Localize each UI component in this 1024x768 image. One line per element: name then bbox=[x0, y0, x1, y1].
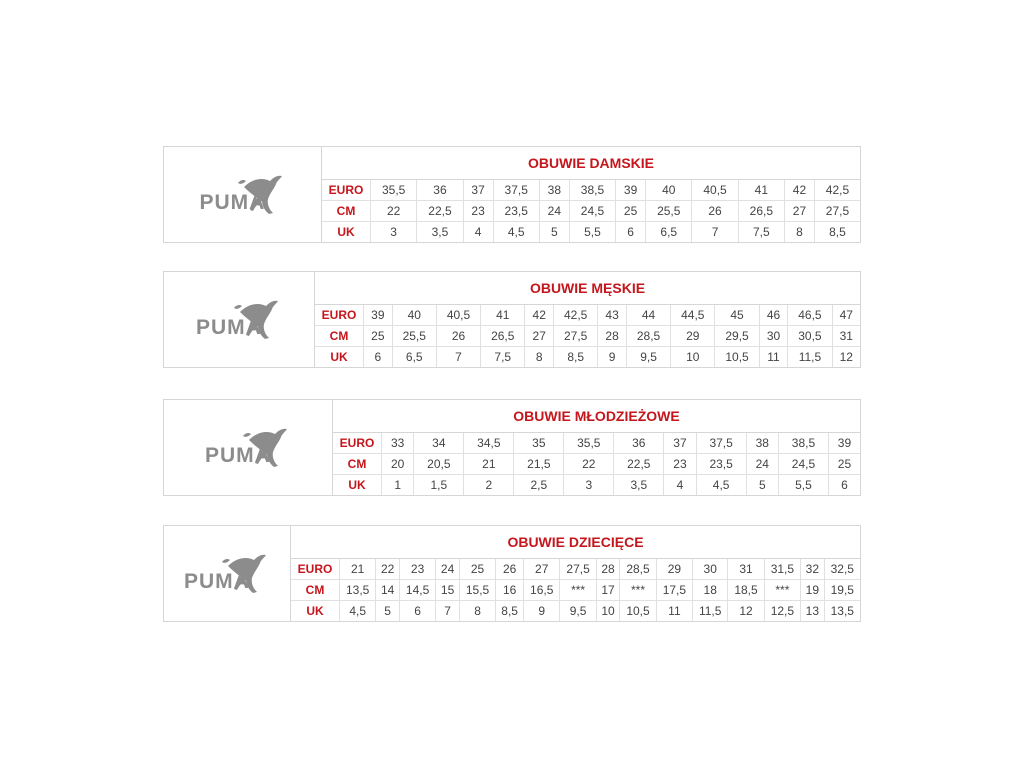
puma-logo bbox=[205, 426, 291, 470]
size-cell: 23 bbox=[664, 454, 696, 475]
size-cell: 12 bbox=[728, 601, 764, 622]
size-cell: 26 bbox=[436, 326, 480, 347]
size-cell: 7 bbox=[436, 601, 460, 622]
size-cell: 25 bbox=[459, 559, 495, 580]
size-cell: 44 bbox=[626, 305, 670, 326]
size-cell: 21 bbox=[340, 559, 376, 580]
size-cell: 20 bbox=[382, 454, 414, 475]
size-cell: 23,5 bbox=[493, 201, 539, 222]
size-cell: 5 bbox=[376, 601, 400, 622]
puma-logo bbox=[200, 173, 286, 217]
size-cell: 22 bbox=[564, 454, 614, 475]
logo-cell bbox=[164, 400, 333, 495]
size-cell: 32 bbox=[801, 559, 825, 580]
size-cell: 31 bbox=[728, 559, 764, 580]
size-cell: 34 bbox=[414, 433, 464, 454]
logo-cell bbox=[164, 147, 322, 242]
size-chart bbox=[163, 525, 861, 622]
size-cell: 6 bbox=[828, 475, 860, 496]
size-cell: *** bbox=[620, 580, 656, 601]
size-cell: 36 bbox=[417, 180, 463, 201]
size-row-cm bbox=[333, 454, 860, 475]
size-cell: 8 bbox=[459, 601, 495, 622]
size-cell: 28 bbox=[598, 326, 627, 347]
size-cell: 37 bbox=[463, 180, 493, 201]
size-cell: 28,5 bbox=[620, 559, 656, 580]
size-cell: 42,5 bbox=[554, 305, 598, 326]
size-cell: 37 bbox=[664, 433, 696, 454]
puma-logo-text: PUMA bbox=[205, 443, 271, 467]
size-cell: 6,5 bbox=[392, 347, 436, 368]
size-cell: 44,5 bbox=[671, 305, 715, 326]
size-cell: 25 bbox=[828, 454, 860, 475]
size-cell: 25 bbox=[616, 201, 646, 222]
size-cell: 9,5 bbox=[560, 601, 596, 622]
puma-logo-text: PUMA bbox=[196, 315, 262, 339]
size-cell: 40,5 bbox=[436, 305, 480, 326]
size-cell: 8,5 bbox=[496, 601, 524, 622]
size-cell: 34,5 bbox=[464, 433, 514, 454]
size-cell: 20,5 bbox=[414, 454, 464, 475]
size-cell: 11 bbox=[656, 601, 692, 622]
size-cell: 10,5 bbox=[715, 347, 759, 368]
logo-cell bbox=[164, 526, 291, 621]
size-row-cm bbox=[315, 326, 860, 347]
size-cell: 12 bbox=[832, 347, 860, 368]
size-cell: 24 bbox=[436, 559, 460, 580]
size-cell: 29 bbox=[656, 559, 692, 580]
size-cell: 22 bbox=[371, 201, 417, 222]
size-cell: 24 bbox=[746, 454, 778, 475]
size-cell: 45 bbox=[715, 305, 759, 326]
size-cell: 22 bbox=[376, 559, 400, 580]
size-chart bbox=[163, 146, 861, 243]
size-cell: 30 bbox=[759, 326, 788, 347]
size-cell: 7 bbox=[692, 222, 738, 243]
size-cell: 13,5 bbox=[340, 580, 376, 601]
size-cell: 6 bbox=[399, 601, 435, 622]
size-cell: 5 bbox=[746, 475, 778, 496]
size-cell: 36 bbox=[614, 433, 664, 454]
size-cell: 4,5 bbox=[340, 601, 376, 622]
size-cell: 38,5 bbox=[778, 433, 828, 454]
size-cell: 4 bbox=[664, 475, 696, 496]
row-label: EURO bbox=[291, 559, 340, 580]
row-label: EURO bbox=[322, 180, 371, 201]
size-cell: 15,5 bbox=[459, 580, 495, 601]
size-cell: 40 bbox=[392, 305, 436, 326]
puma-logo-text: PUMA bbox=[199, 190, 266, 214]
chart-title: OBUWIE MŁODZIEŻOWE bbox=[333, 400, 860, 433]
logo-cell bbox=[164, 272, 315, 367]
size-cell: 2 bbox=[464, 475, 514, 496]
size-cell: 16 bbox=[496, 580, 524, 601]
row-label: CM bbox=[322, 201, 371, 222]
size-row-euro bbox=[315, 305, 860, 326]
size-cell: 5,5 bbox=[778, 475, 828, 496]
size-cell: 6,5 bbox=[646, 222, 692, 243]
size-cell: 8,5 bbox=[814, 222, 860, 243]
size-cell: 42 bbox=[525, 305, 554, 326]
size-cell: 25,5 bbox=[392, 326, 436, 347]
size-table bbox=[291, 559, 860, 621]
size-cell: 15 bbox=[436, 580, 460, 601]
puma-logo bbox=[196, 298, 282, 342]
size-cell: *** bbox=[560, 580, 596, 601]
row-label: UK bbox=[291, 601, 340, 622]
size-cell: 28,5 bbox=[626, 326, 670, 347]
size-row-uk bbox=[291, 601, 860, 622]
size-cell: 27,5 bbox=[554, 326, 598, 347]
size-row-euro bbox=[291, 559, 860, 580]
puma-logo-text: PUMA bbox=[184, 569, 250, 593]
size-row-uk bbox=[315, 347, 860, 368]
size-cell: 37,5 bbox=[696, 433, 746, 454]
size-cell: 4,5 bbox=[696, 475, 746, 496]
size-row-uk bbox=[333, 475, 860, 496]
size-cell: 11,5 bbox=[788, 347, 832, 368]
size-table-wrap bbox=[291, 526, 860, 621]
size-cell: 9 bbox=[524, 601, 560, 622]
size-cell: 16,5 bbox=[524, 580, 560, 601]
size-chart bbox=[163, 399, 861, 496]
size-cell: 7,5 bbox=[738, 222, 784, 243]
size-cell: 27,5 bbox=[814, 201, 860, 222]
size-cell: 40,5 bbox=[692, 180, 738, 201]
row-label: UK bbox=[315, 347, 364, 368]
size-cell: 8,5 bbox=[554, 347, 598, 368]
size-cell: 31,5 bbox=[764, 559, 800, 580]
size-cell: 24,5 bbox=[778, 454, 828, 475]
size-cell: 41 bbox=[481, 305, 525, 326]
size-cell: 38,5 bbox=[569, 180, 615, 201]
size-cell: 17 bbox=[596, 580, 620, 601]
size-cell: 30 bbox=[693, 559, 728, 580]
size-cell: 35 bbox=[514, 433, 564, 454]
size-cell: 42,5 bbox=[814, 180, 860, 201]
size-cell: 7 bbox=[436, 347, 480, 368]
size-table-wrap bbox=[322, 147, 860, 242]
size-row-euro bbox=[333, 433, 860, 454]
size-cell: 38 bbox=[746, 433, 778, 454]
size-cell: 39 bbox=[828, 433, 860, 454]
size-cell: 1 bbox=[382, 475, 414, 496]
size-cell: 26 bbox=[496, 559, 524, 580]
size-cell: 41 bbox=[738, 180, 784, 201]
size-cell: 29 bbox=[671, 326, 715, 347]
size-row-euro bbox=[322, 180, 860, 201]
size-cell: 11 bbox=[759, 347, 788, 368]
size-cell: 29,5 bbox=[715, 326, 759, 347]
chart-title: OBUWIE DZIECIĘCE bbox=[291, 526, 860, 559]
size-cell: 6 bbox=[616, 222, 646, 243]
size-cell: 33 bbox=[382, 433, 414, 454]
size-table-wrap bbox=[333, 400, 860, 495]
size-cell: 4 bbox=[463, 222, 493, 243]
size-cell: 24 bbox=[539, 201, 569, 222]
size-cell: 17,5 bbox=[656, 580, 692, 601]
size-cell: 8 bbox=[784, 222, 814, 243]
size-cell: 5 bbox=[539, 222, 569, 243]
size-cell: 23,5 bbox=[696, 454, 746, 475]
size-cell: 26,5 bbox=[738, 201, 784, 222]
chart-title: OBUWIE MĘSKIE bbox=[315, 272, 860, 305]
size-cell: 23 bbox=[463, 201, 493, 222]
size-row-cm bbox=[291, 580, 860, 601]
size-cell: 5,5 bbox=[569, 222, 615, 243]
size-cell: 23 bbox=[399, 559, 435, 580]
size-cell: 26 bbox=[692, 201, 738, 222]
size-cell: 21 bbox=[464, 454, 514, 475]
size-cell: 46 bbox=[759, 305, 788, 326]
size-table bbox=[333, 433, 860, 495]
size-cell: 28 bbox=[596, 559, 620, 580]
size-row-cm bbox=[322, 201, 860, 222]
row-label: UK bbox=[322, 222, 371, 243]
size-cell: 13 bbox=[801, 601, 825, 622]
size-cell: 10,5 bbox=[620, 601, 656, 622]
size-cell: 40 bbox=[646, 180, 692, 201]
row-label: EURO bbox=[315, 305, 364, 326]
size-cell: 26,5 bbox=[481, 326, 525, 347]
size-cell: 39 bbox=[616, 180, 646, 201]
size-cell: 10 bbox=[671, 347, 715, 368]
size-cell: 47 bbox=[832, 305, 860, 326]
chart-title: OBUWIE DAMSKIE bbox=[322, 147, 860, 180]
size-cell: 3 bbox=[371, 222, 417, 243]
size-cell: 11,5 bbox=[693, 601, 728, 622]
size-cell: 18,5 bbox=[728, 580, 764, 601]
size-cell: 27 bbox=[525, 326, 554, 347]
size-cell: 21,5 bbox=[514, 454, 564, 475]
size-cell: 25 bbox=[364, 326, 393, 347]
size-table-wrap bbox=[315, 272, 860, 367]
size-cell: 18 bbox=[693, 580, 728, 601]
size-cell: 25,5 bbox=[646, 201, 692, 222]
size-cell: 39 bbox=[364, 305, 393, 326]
size-cell: 2,5 bbox=[514, 475, 564, 496]
size-cell: 3,5 bbox=[614, 475, 664, 496]
size-cell: 7,5 bbox=[481, 347, 525, 368]
size-cell: 37,5 bbox=[493, 180, 539, 201]
size-cell: *** bbox=[764, 580, 800, 601]
size-cell: 6 bbox=[364, 347, 393, 368]
size-cell: 3 bbox=[564, 475, 614, 496]
size-cell: 19,5 bbox=[824, 580, 860, 601]
size-cell: 27 bbox=[524, 559, 560, 580]
size-cell: 1,5 bbox=[414, 475, 464, 496]
row-label: EURO bbox=[333, 433, 382, 454]
size-cell: 46,5 bbox=[788, 305, 832, 326]
size-cell: 27 bbox=[784, 201, 814, 222]
puma-logo bbox=[184, 552, 270, 596]
size-cell: 43 bbox=[598, 305, 627, 326]
row-label: CM bbox=[333, 454, 382, 475]
size-cell: 24,5 bbox=[569, 201, 615, 222]
size-cell: 38 bbox=[539, 180, 569, 201]
size-cell: 31 bbox=[832, 326, 860, 347]
row-label: UK bbox=[333, 475, 382, 496]
size-cell: 10 bbox=[596, 601, 620, 622]
size-row-uk bbox=[322, 222, 860, 243]
size-cell: 27,5 bbox=[560, 559, 596, 580]
row-label: CM bbox=[291, 580, 340, 601]
size-cell: 9 bbox=[598, 347, 627, 368]
size-cell: 35,5 bbox=[564, 433, 614, 454]
size-chart bbox=[163, 271, 861, 368]
size-cell: 42 bbox=[784, 180, 814, 201]
size-cell: 22,5 bbox=[417, 201, 463, 222]
size-cell: 3,5 bbox=[417, 222, 463, 243]
size-cell: 4,5 bbox=[493, 222, 539, 243]
size-cell: 13,5 bbox=[824, 601, 860, 622]
size-cell: 8 bbox=[525, 347, 554, 368]
size-cell: 12,5 bbox=[764, 601, 800, 622]
size-table bbox=[315, 305, 860, 367]
size-cell: 14 bbox=[376, 580, 400, 601]
size-cell: 30,5 bbox=[788, 326, 832, 347]
size-cell: 19 bbox=[801, 580, 825, 601]
size-cell: 22,5 bbox=[614, 454, 664, 475]
row-label: CM bbox=[315, 326, 364, 347]
size-cell: 35,5 bbox=[371, 180, 417, 201]
size-table bbox=[322, 180, 860, 242]
size-cell: 9,5 bbox=[626, 347, 670, 368]
size-cell: 14,5 bbox=[399, 580, 435, 601]
size-cell: 32,5 bbox=[824, 559, 860, 580]
